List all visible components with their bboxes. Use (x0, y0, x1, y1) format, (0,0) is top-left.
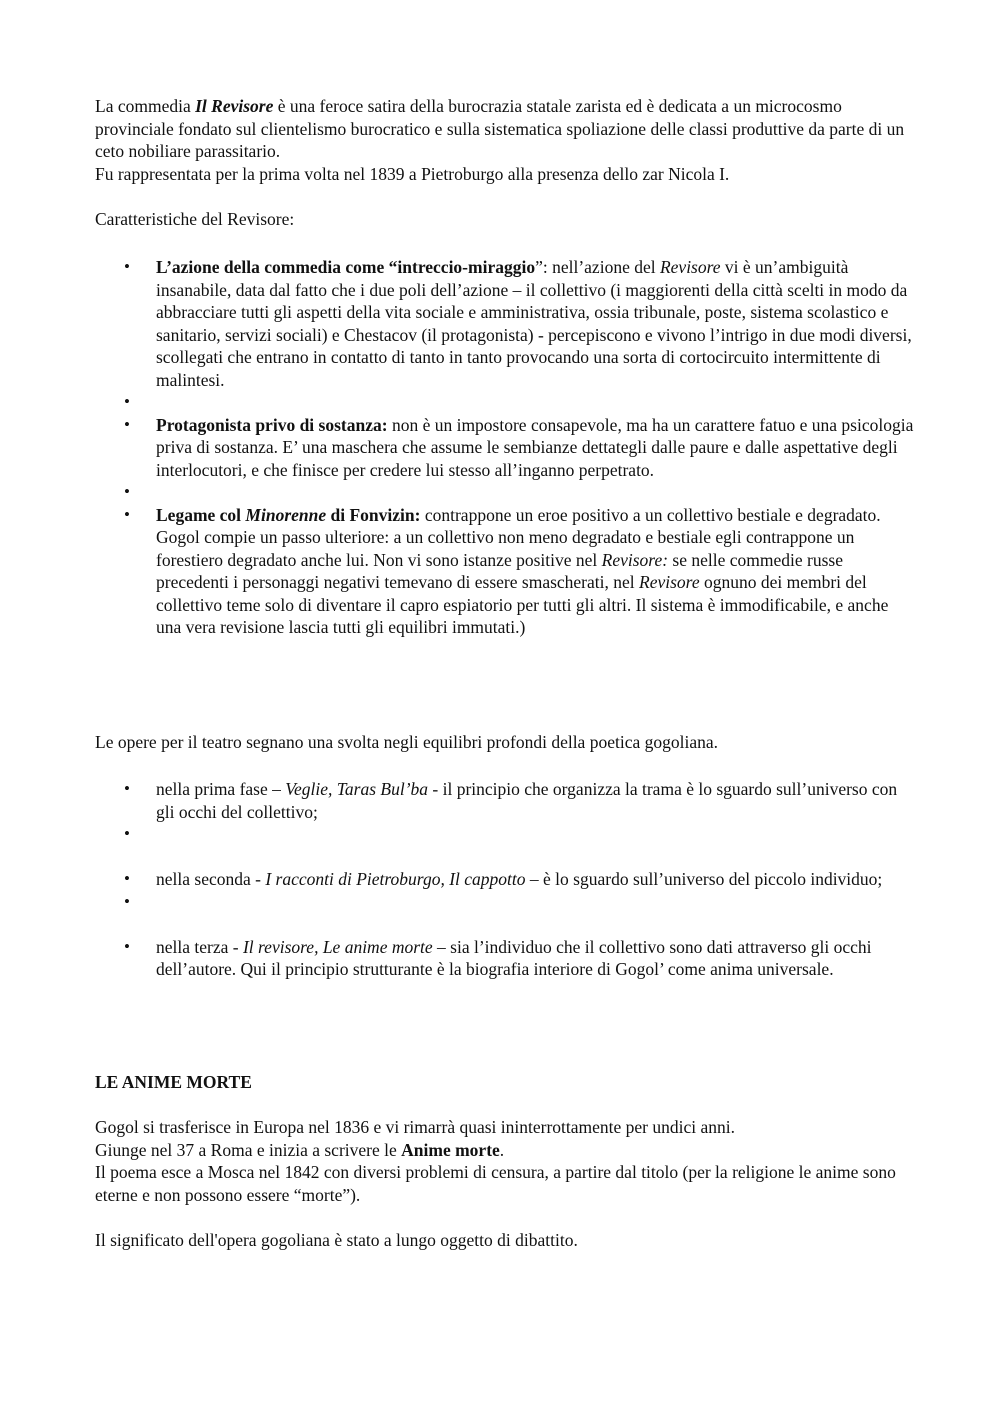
bold-term: Protagonista privo di sostanza: (156, 414, 388, 435)
text-run: nella prima fase – (156, 779, 286, 799)
list-item (95, 868, 915, 891)
text-run: nella terza - (156, 936, 243, 957)
features-intro: Caratteristiche del Revisore: (95, 208, 295, 229)
work-title: Veglie, Taras Bul’ba (285, 779, 429, 799)
list-item (95, 256, 915, 391)
theatre-section (95, 731, 915, 754)
list-spacer (95, 481, 915, 504)
work-title: Revisore (659, 257, 721, 277)
paragraph: Il significato dell'opera gogoliana è stato a lungo oggetto di dibattito. (95, 1229, 578, 1250)
text-run: ognuno dei membri del collettivo teme solo di diventare il capro espiatorio per tutti gli altri. Il sistema è immodificabile, e anche una vera revisione lascia tutti gli equilibri immutati.) (156, 572, 889, 637)
list-spacer (95, 391, 915, 414)
text-run: ”: nell’azione del (535, 257, 660, 277)
text-run: Giunge nel 37 a Roma e inizia a scrivere le (95, 1139, 402, 1160)
paragraph: Il poema esce a Mosca nel 1842 con diversi problemi di censura, a partire dal titolo (per la religione le anime sono eterne e non possono essere “morte”). (95, 1162, 896, 1205)
text-run: nella seconda - (156, 869, 266, 889)
text-run: . (499, 1139, 505, 1160)
text-run: se nelle commedie russe precedenti i personaggi negativi temevano di essere smascherati, nel (156, 549, 843, 592)
paragraph (95, 1139, 915, 1162)
theatre-intro: Le opere per il teatro segnano una svolta negli equilibri profondi della poetica gogoliana. (95, 732, 718, 752)
work-title: Revisore (639, 572, 700, 592)
work-title: Minorenne (245, 504, 327, 525)
intro-section (95, 95, 915, 230)
anime-morte-section (95, 1071, 915, 1251)
text-run: contrappone un eroe positivo a un collettivo bestiale e degradato. Gogol compie un passo ulteriore: a un collettivo non meno degradato e bestiale egli contrappone un forestiero degradato anche lui. Non vi sono istanze positive nel (156, 504, 881, 570)
features-list (95, 256, 915, 639)
text-run: La commedia (95, 96, 196, 116)
list-spacer (95, 823, 915, 868)
text-run: vi è un’ambiguità insanabile, data dal fatto che i due poli dell’azione – il collettivo (i maggiorenti della città scelti in modo da abbracciare tutti gli aspetti della vita sociale e amministrativa, ossia tribunale, poste, sistema scolastico e sanitario, servizi sociali) e Chestacov (il protagonista) - percepiscono e vivono l’intrigo in due modi diversi, scollegati che entrano in contatto di tanto in tanto provocando una sorta di cortocircuito intermittente di malintesi. (156, 257, 912, 390)
work-title-anime-morte: Anime morte (401, 1139, 500, 1160)
text-run: non è un impostore consapevole, ma ha un carattere fatuo e una psicologia priva di sostanza. E’ una maschera che assume le sembianze dettategli dalle paure e dalle aspettative degli interlocutori, e che finisce per credere lui stesso all’inganno perpetrato. (156, 414, 914, 480)
list-item (95, 936, 915, 981)
list-spacer (95, 891, 915, 936)
text-run: – è lo sguardo sull’universo del piccolo individuo; (525, 869, 883, 889)
text-run: è una feroce satira della burocrazia statale zarista ed è dedicata a un microcosmo provinciale fondato sul clientelismo burocratico e sulla sistematica spoliazione delle classi produttive da parte di un ceto nobiliare parassitario. (95, 96, 905, 161)
list-item (95, 414, 915, 482)
phases-list (95, 778, 915, 981)
text-run: - il principio che organizza la trama è lo sguardo sull’universo con gli occhi del collettivo; (156, 779, 898, 822)
work-title-il-revisore: Il Revisore (195, 96, 274, 116)
work-title: Revisore: (601, 549, 669, 570)
bold-term: L’azione della commedia come “intreccio-miraggio (156, 257, 536, 277)
premiere-paragraph: Fu rappresentata per la prima volta nel 1839 a Pietroburgo alla presenza dello zar Nicola I. (95, 163, 730, 184)
paragraph: Gogol si trasferisce in Europa nel 1836 e vi rimarrà quasi ininterrottamente per undici anni. (95, 1117, 736, 1137)
bold-term: Legame col (156, 504, 246, 525)
list-item (95, 504, 915, 639)
bold-term: di Fonvizin: (326, 504, 421, 525)
section-heading: LE ANIME MORTE (95, 1072, 252, 1092)
work-title: I racconti di Pietroburgo, Il cappotto (265, 869, 526, 889)
list-item (95, 778, 915, 823)
text-run: – sia l’individuo che il collettivo sono dati attraverso gli occhi dell’autore. Qui il principio strutturante è la biografia interiore di Gogol’ come anima universale. (156, 936, 872, 979)
intro-paragraph (95, 95, 915, 163)
work-title: Il revisore, Le anime morte (242, 936, 433, 957)
